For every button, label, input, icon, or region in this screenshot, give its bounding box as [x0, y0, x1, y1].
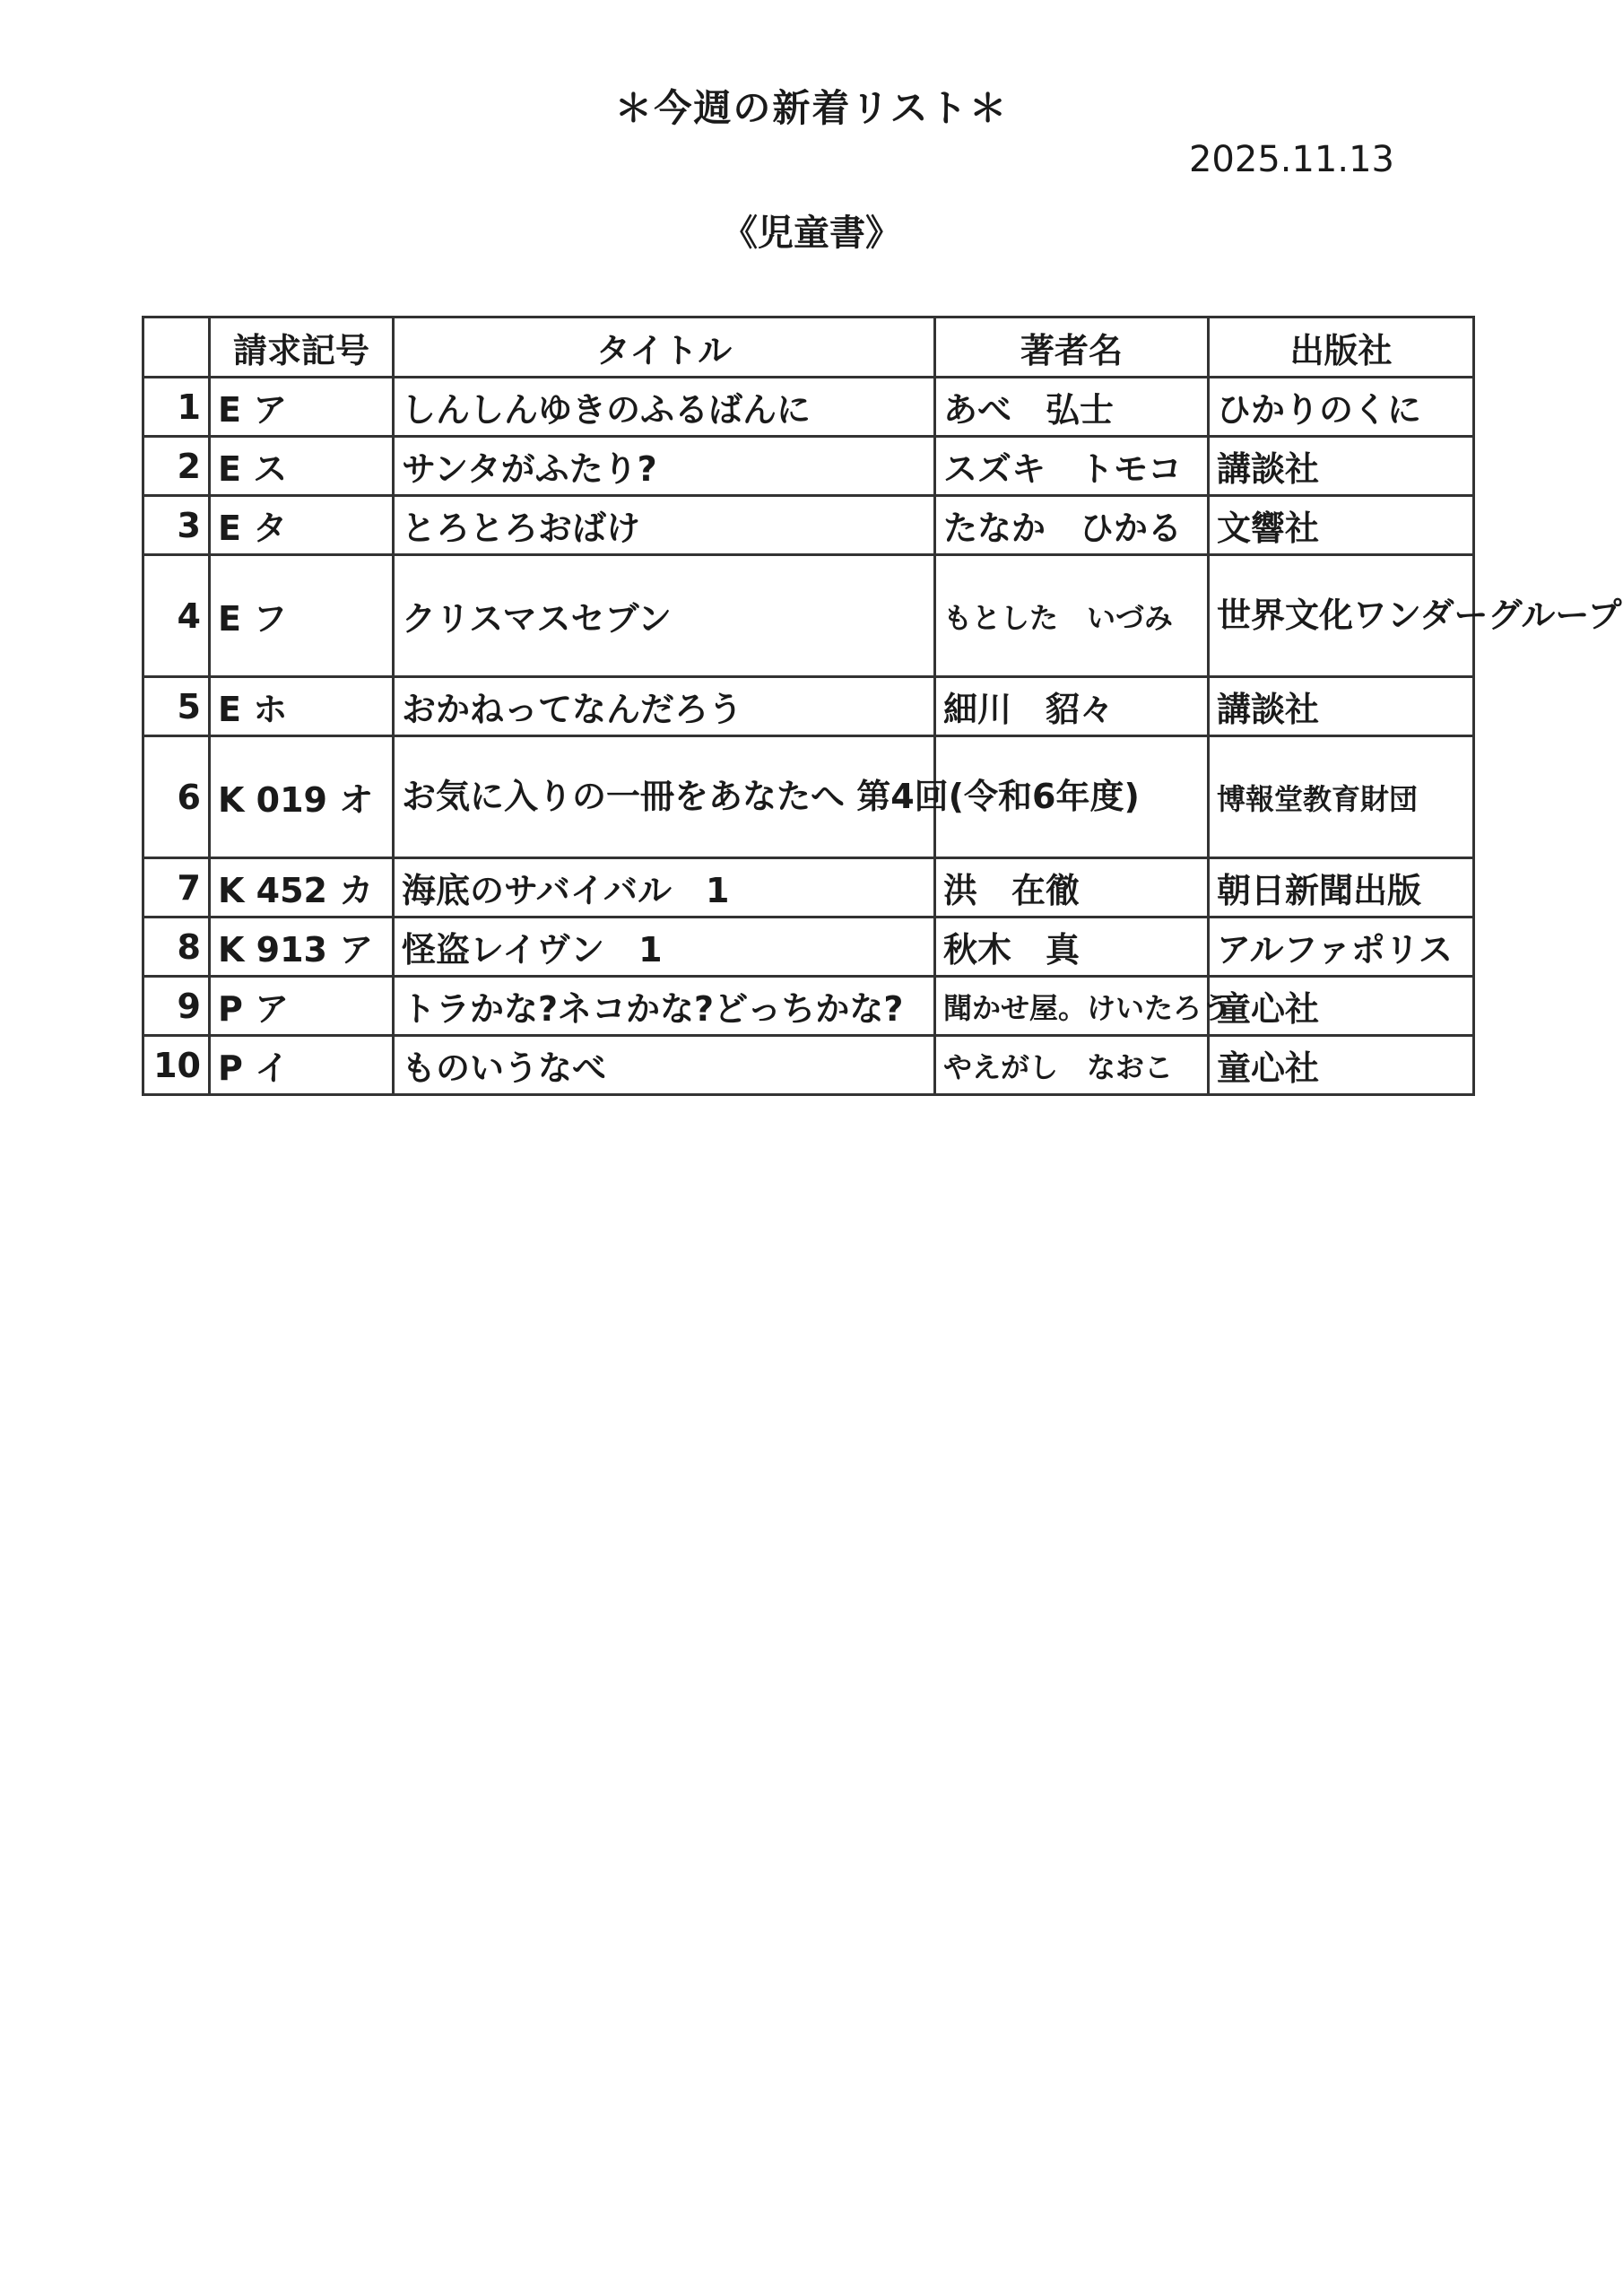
book-title: トラかな?ネコかな?どっちかな?	[394, 977, 935, 1036]
book-title: ものいうなべ	[394, 1036, 935, 1095]
call-number: E フ	[210, 555, 394, 677]
call-number: E タ	[210, 496, 394, 555]
table-row	[143, 496, 1474, 555]
page-title: ＊今週の新着リスト＊	[614, 86, 1009, 130]
publisher-name: 講談社	[1209, 437, 1474, 496]
publisher-name: 世界文化ワンダーグループ	[1209, 555, 1474, 677]
category-heading: 《児童書》	[722, 213, 901, 254]
publisher-name: アルファポリス	[1209, 918, 1474, 977]
book-title: 怪盗レイヴン 1	[394, 918, 935, 977]
author-name: たなか ひかる	[935, 496, 1209, 555]
book-title: 海底のサバイバル 1	[394, 858, 935, 918]
publisher-name: 博報堂教育財団	[1209, 736, 1474, 858]
call-number: E ホ	[210, 677, 394, 736]
column-header-title: タイトル	[394, 317, 935, 378]
row-number: 4	[143, 555, 210, 677]
publisher-name: 童心社	[1209, 1036, 1474, 1095]
publisher-name: 文響社	[1209, 496, 1474, 555]
publisher-name: 童心社	[1209, 977, 1474, 1036]
row-number: 8	[143, 918, 210, 977]
column-header-author: 著者名	[935, 317, 1209, 378]
author-name: もとした いづみ	[935, 555, 1209, 677]
list-date: 2025.11.13	[1188, 139, 1394, 180]
author-name: あべ 弘士	[935, 378, 1209, 437]
book-title: クリスマスセブン	[394, 555, 935, 677]
row-number: 7	[143, 858, 210, 918]
call-number: E ス	[210, 437, 394, 496]
table-row	[143, 858, 1474, 918]
call-number: K 452 カ	[210, 858, 394, 918]
book-title: お気に入りの一冊をあなたへ 第4回(令和6年度)	[394, 736, 935, 858]
row-number: 1	[143, 378, 210, 437]
row-number: 10	[143, 1036, 210, 1095]
table-row	[143, 437, 1474, 496]
table-row	[143, 977, 1474, 1036]
row-number: 2	[143, 437, 210, 496]
publisher-name: 講談社	[1209, 677, 1474, 736]
table-row	[143, 677, 1474, 736]
row-number: 6	[143, 736, 210, 858]
row-number: 5	[143, 677, 210, 736]
row-number: 9	[143, 977, 210, 1036]
new-arrivals-table	[142, 316, 1622, 1096]
book-title: とろとろおばけ	[394, 496, 935, 555]
column-header-publisher: 出版社	[1209, 317, 1474, 378]
book-title: サンタがふたり?	[394, 437, 935, 496]
author-name: 洪 在徹	[935, 858, 1209, 918]
author-name: 秋木 真	[935, 918, 1209, 977]
table-row	[143, 736, 1474, 858]
book-title: おかねってなんだろう	[394, 677, 935, 736]
publisher-name: 朝日新聞出版	[1209, 858, 1474, 918]
call-number: E ア	[210, 378, 394, 437]
call-number: K 913 ア	[210, 918, 394, 977]
column-header-call-number: 請求記号	[210, 317, 394, 378]
table-row	[143, 1036, 1474, 1095]
table-header-row	[143, 317, 1474, 378]
book-title: しんしんゆきのふるばんに	[394, 378, 935, 437]
author-name: 聞かせ屋。けいたろう	[935, 977, 1209, 1036]
table-row	[143, 378, 1474, 437]
table-row	[143, 918, 1474, 977]
author-name: 細川 貂々	[935, 677, 1209, 736]
row-number: 3	[143, 496, 210, 555]
publisher-name: ひかりのくに	[1209, 378, 1474, 437]
table-row	[143, 555, 1474, 677]
author-name: スズキ トモコ	[935, 437, 1209, 496]
call-number: P イ	[210, 1036, 394, 1095]
column-header-number	[143, 317, 210, 378]
author-name: やえがし なおこ	[935, 1036, 1209, 1095]
call-number: K 019 オ	[210, 736, 394, 858]
call-number: P ア	[210, 977, 394, 1036]
